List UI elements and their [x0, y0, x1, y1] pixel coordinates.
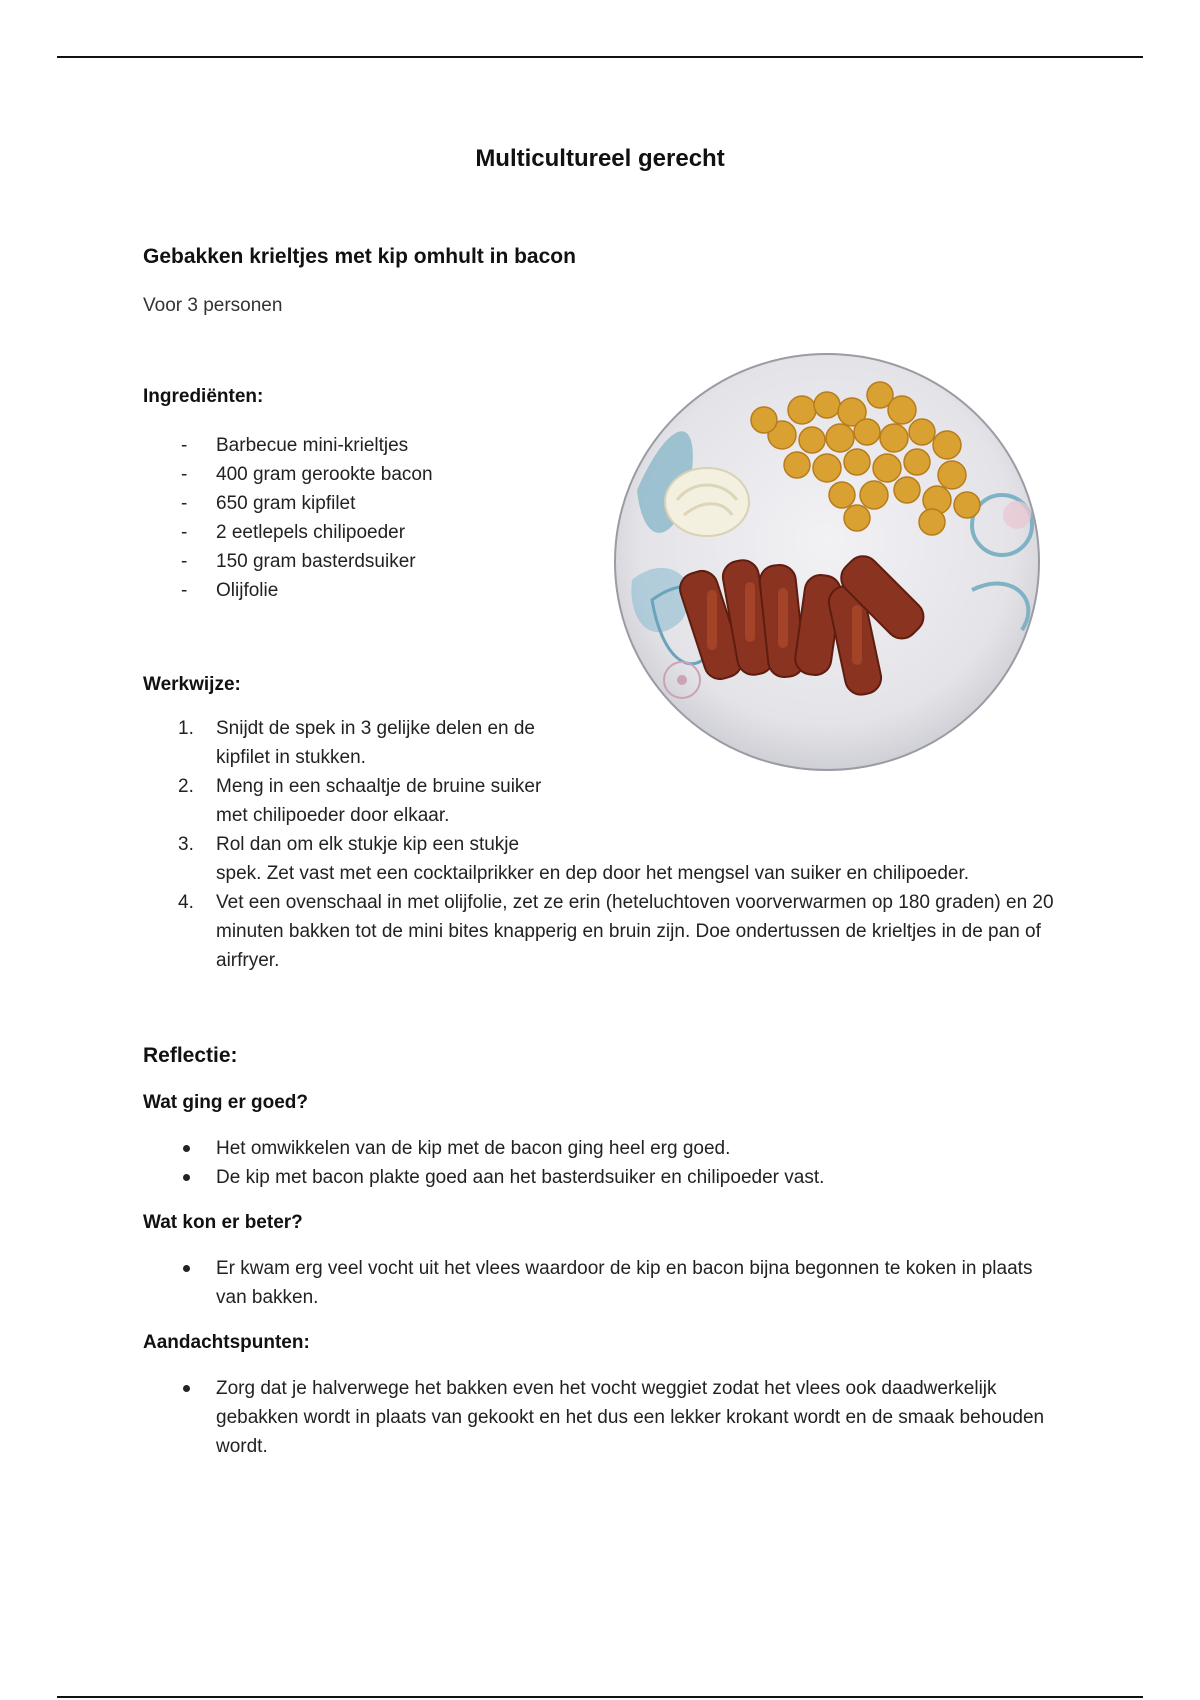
- bullet-icon: [183, 1265, 190, 1272]
- method-steps: [143, 714, 1063, 975]
- method-heading: Werkwijze:: [143, 674, 241, 695]
- page-title: Multicultureel gerecht: [475, 145, 725, 172]
- bullet-icon: [183, 1174, 190, 1181]
- list-item: 4. Vet een ovenschaal in met olijfolie, zet ze erin (heteluchtoven voorverwarmen op 180 graden) en 20 minuten bakken tot de mini bites knapperig en bruin zijn. Doe ondertussen de krieltjes in de pan of airfryer.: [178, 892, 1054, 971]
- bottom-rule: [57, 1696, 1143, 1698]
- list-item: Er kwam erg veel vocht uit het vlees waardoor de kip en bacon bijna begonnen te koken in plaats van bakken.: [143, 1254, 1063, 1312]
- recipe-title: Gebakken krieltjes met kip omhult in bacon: [143, 245, 576, 268]
- list-item: - 650 gram kipfilet: [181, 493, 356, 514]
- list-item: - 150 gram basterdsuiker: [181, 551, 416, 572]
- good-list: [143, 1134, 1063, 1192]
- good-heading: Wat ging er goed?: [143, 1092, 309, 1113]
- list-item: - Olijfolie: [181, 580, 279, 601]
- reflection-heading: Reflectie:: [143, 1044, 238, 1067]
- bullet-icon: [183, 1385, 190, 1392]
- servings-text: Voor 3 personen: [143, 295, 283, 316]
- list-item: Het omwikkelen van de kip met de bacon ging heel erg goed.: [143, 1134, 1063, 1163]
- list-item: - Barbecue mini-krieltjes: [181, 435, 409, 456]
- top-rule: [57, 56, 1143, 58]
- food-plate-photo: [612, 350, 1042, 774]
- mayonnaise: [665, 468, 749, 536]
- attention-list: [143, 1374, 1063, 1461]
- ingredients-list: [143, 431, 623, 605]
- list-item: Zorg dat je halverwege het bakken even het vocht weggiet zodat het vlees ook daadwerkelijk gebakken wordt in plaats van gekookt en het dus een lekker krokant wordt en de smaak behouden wordt.: [143, 1374, 1063, 1461]
- list-item: 3. Rol dan om elk stukje kip een stukje spek. Zet vast met een cocktailprikker en dep door het mengsel van suiker en chilipoeder.: [178, 834, 970, 884]
- bullet-icon: [183, 1145, 190, 1152]
- list-item: - 400 gram gerookte bacon: [181, 464, 433, 485]
- list-item: 2. Meng in een schaaltje de bruine suiker met chilipoeder door elkaar.: [178, 776, 542, 826]
- list-item: De kip met bacon plakte goed aan het basterdsuiker en chilipoeder vast.: [143, 1163, 1063, 1192]
- list-item: - 2 eetlepels chilipoeder: [181, 522, 406, 543]
- ingredients-heading: Ingrediënten:: [143, 386, 264, 407]
- attention-heading: Aandachtspunten:: [143, 1332, 310, 1353]
- better-heading: Wat kon er beter?: [143, 1212, 303, 1233]
- better-list: [143, 1254, 1063, 1312]
- list-item: 1. Snijdt de spek in 3 gelijke delen en de kipfilet in stukken.: [178, 718, 536, 768]
